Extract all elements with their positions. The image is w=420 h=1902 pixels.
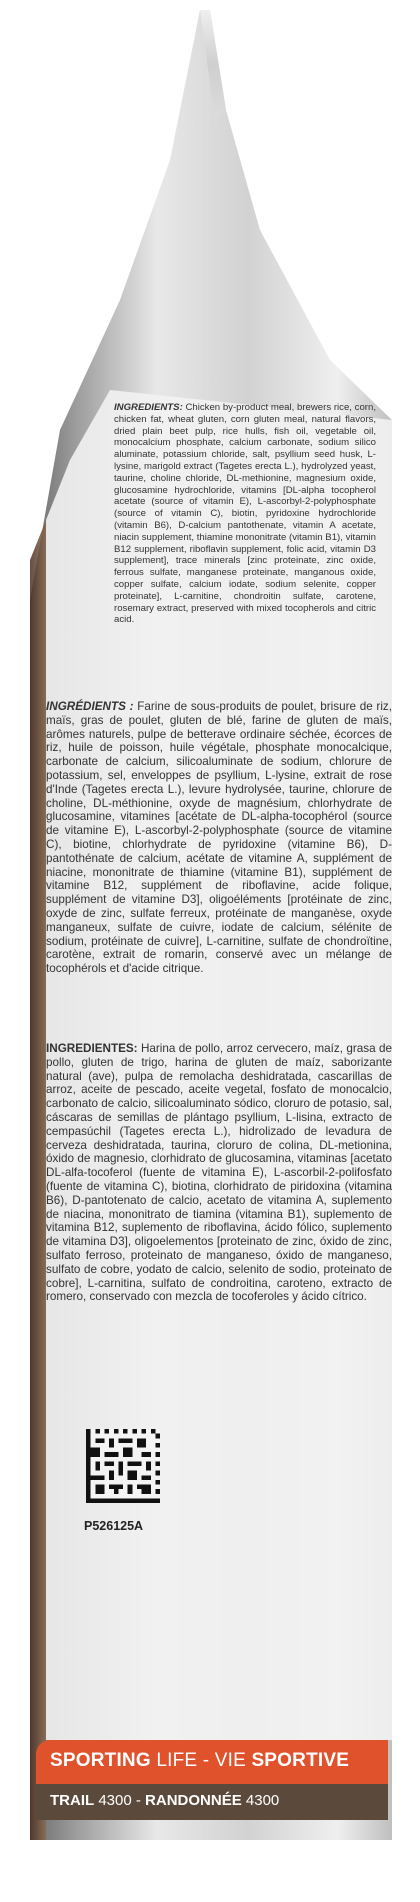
datamatrix-barcode-icon <box>86 1429 160 1503</box>
trail-part-4: 4300 <box>241 1792 280 1809</box>
lot-code: P526125A <box>84 1519 144 1533</box>
brand-part-2: LIFE - VIE <box>150 1750 252 1771</box>
trail-part-1: TRAIL <box>50 1792 95 1809</box>
ingredients-english <box>114 402 376 626</box>
ingredients-es-text: Harina de pollo, arroz cervecero, maíz, grasa de pollo, gluten de trigo, harina de gluten de maíz, saborizante natural (ave), pulpa de remolacha deshidratada, cascarillas de arroz, aceite de pescado, aceite vegetal, fosfato de monocalcio, carbonato de calcio, silicoaluminato sódico, cloruro de potasio, sal, cáscaras de semillas de plántago psyllium, L-lisina, extracto de cempasúchil (Tagetes erecta L.), hidrolizado de levadura de cerveza deshidratada, taurina, cloruro de colina, DL-metionina, óxido de magnesio, clorhidrato de glucosamina, vitaminas [acetato DL-alfa-tocoferol (fuente de vitamina E), L-ascorbil-2-polifosfato (fuente de vitamina C), biotina, clorhidrato de piridoxina (vitamina B6), D-pantotenato de calcio, acetato de vitamina A, suplemento de niacina, mononitrato de tiamina (vitamina B1), suplemento de vitamina B12, suplemento de riboflavina, ácido fólico, suplemento de vitamina D3], oligoelementos [proteinato de zinc, óxido de zinc, sulfato ferroso, proteinato de manganeso, óxido de manganeso, sulfato de cobre, yodato de calcio, selenito de sodio, proteinato de cobre], L-carnitina, sulfato de condroitina, caroteno, extracto de romero, conservado con mezcla de tocoferoles y ácido cítrico. <box>46 1042 392 1304</box>
ingredients-en-heading: INGREDIENTS: <box>114 402 183 413</box>
ingredients-es-heading: INGREDIENTES: <box>46 1042 138 1055</box>
brand-part-1: SPORTING <box>50 1750 151 1771</box>
ingredients-spanish <box>46 1042 392 1304</box>
brand-line <box>50 1750 349 1772</box>
brand-part-3: SPORTIVE <box>251 1750 350 1771</box>
ingredients-french <box>46 700 392 976</box>
trail-part-2: 4300 - <box>94 1792 146 1809</box>
ingredients-en-text: Chicken by-product meal, brewers rice, corn, chicken fat, wheat gluten, corn gluten meal, natural flavors, dried plain beet pulp, rice hulls, fish oil, vegetable oil, monocalcium phosphate, calcium carbonate, sodium silico aluminate, potassium chloride, salt, psyllium seed husk, L-lysine, marigold extract (Tagetes erecta L.), hydrolyzed yeast, taurine, choline chloride, DL-methionine, magnesium oxide, glucosamine hydrochloride, vitamins [DL-alpha tocopherol acetate (source of vitamin E), L-ascorbyl-2-polyphosphate (source of vitamin C), biotin, pyridoxine hydrochloride (vitamin B6), D-calcium pantothenate, vitamin A acetate, niacin supplement, thiamine mononitrate (vitamin B1), vitamin B12 supplement, riboflavin supplement, folic acid, vitamin D3 supplement], trace minerals [zinc proteinate, zinc oxide, ferrous sulfate, manganese proteinate, manganous oxide, copper sulfate, calcium iodate, sodium selenite, copper proteinate], L-carnitine, chondroitin sulfate, carotene, rosemary extract, preserved with mixed tocopherols and citric acid. <box>114 402 376 626</box>
trail-part-3: RANDONNÉE <box>145 1792 242 1809</box>
ingredients-fr-text: Farine de sous-produits de poulet, brisure de riz, maïs, gras de poulet, gluten de blé, farine de gluten de maïs, arômes naturels, pulpe de betterave ordinaire séchée, écorces de riz, huile de poisson, huile végétale, phosphate monocalcique, carbonate de calcium, silicoaluminate de sodium, chlorure de potassium, sel, enveloppes de psyllium, L-lysine, extrait de rose d'Inde (Tagetes erecta L.), levure hydrolysée, taurine, chlorure de choline, DL-méthionine, oxyde de magnésium, chlorhydrate de glucosamine, vitamines [acétate de DL-alpha-tocophérol (source de vitamine E), L-ascorbyl-2-polyphosphate (source de vitamine C), biotine, chlorhydrate de pyridoxine (vitamine B6), D-pantothénate de calcium, acétate de vitamine A, supplément de niacine, mononitrate de thiamine (vitamine B1), supplément de vitamine B12, supplément de riboflavine, acide folique, supplément de vitamine D3], oligoéléments [protéinate de zinc, oxyde de zinc, sulfate ferreux, protéinate de manganèse, oxyde manganeux, sulfate de cuivre, iodate de calcium, sélénite de sodium, protéinate de cuivre], L-carnitine, sulfate de chondroïtine, carotène, extrait de romarin, conservé avec un mélange de tocophérols et d'acide citrique. <box>46 700 393 976</box>
trail-line <box>50 1792 279 1809</box>
ingredients-fr-heading: INGRÉDIENTS : <box>46 700 134 713</box>
